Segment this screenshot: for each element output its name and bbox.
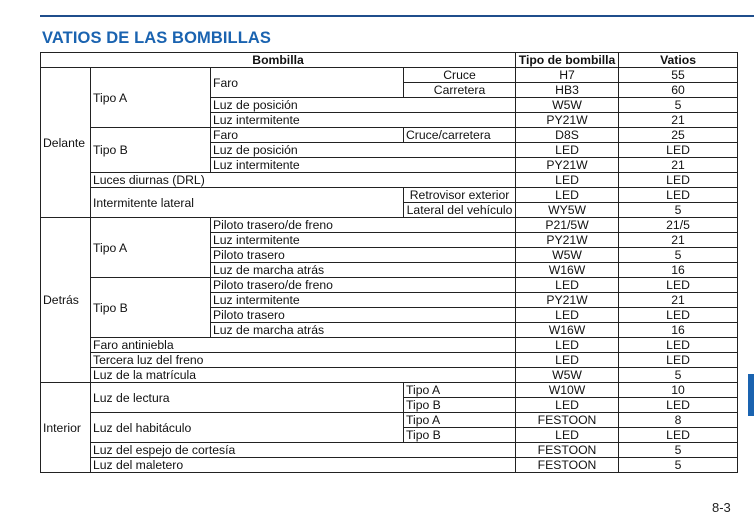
- sub-retrovisor-exterior: Retrovisor exterior: [404, 188, 516, 203]
- wattage: LED: [619, 428, 738, 443]
- table-row: [41, 353, 738, 368]
- item-luz-lectura: Luz de lectura: [91, 383, 404, 413]
- wattage: LED: [619, 338, 738, 353]
- group-tipo-a: Tipo A: [91, 218, 211, 278]
- item-luz-posicion: Luz de posición: [211, 98, 516, 113]
- bulb-type: LED: [516, 278, 619, 293]
- group-tipo-b: Tipo B: [91, 278, 211, 338]
- wattage: LED: [619, 143, 738, 158]
- item-luz-intermitente: Luz intermitente: [211, 233, 516, 248]
- wattage: 25: [619, 128, 738, 143]
- section-detras: Detrás: [41, 218, 91, 383]
- table-row: [41, 218, 738, 233]
- bulb-type: W5W: [516, 368, 619, 383]
- header-vatios: Vatios: [619, 53, 738, 68]
- item-luz-marcha-atras: Luz de marcha atrás: [211, 263, 516, 278]
- sub-tipo-b: Tipo B: [404, 428, 516, 443]
- table-row: [41, 413, 738, 428]
- bulb-type: W5W: [516, 248, 619, 263]
- sub-tipo-a: Tipo A: [404, 383, 516, 398]
- bulb-type: FESTOON: [516, 458, 619, 473]
- wattage: 5: [619, 98, 738, 113]
- item-piloto-trasero-freno: Piloto trasero/de freno: [211, 218, 516, 233]
- bulb-type: P21/5W: [516, 218, 619, 233]
- header-tipo: Tipo de bombilla: [516, 53, 619, 68]
- bulb-type: H7: [516, 68, 619, 83]
- bulb-type: WY5W: [516, 203, 619, 218]
- item-intermitente-lateral: Intermitente lateral: [91, 188, 404, 218]
- item-luz-intermitente: Luz intermitente: [211, 293, 516, 308]
- item-luz-maletero: Luz del maletero: [91, 458, 516, 473]
- table-header-row: [41, 53, 738, 68]
- item-faro: Faro: [211, 68, 404, 98]
- wattage: 16: [619, 263, 738, 278]
- item-faro-antiniebla: Faro antiniebla: [91, 338, 516, 353]
- sub-carretera: Carretera: [404, 83, 516, 98]
- sub-cruce: Cruce: [404, 68, 516, 83]
- wattage: 21/5: [619, 218, 738, 233]
- item-luz-matricula: Luz de la matrícula: [91, 368, 516, 383]
- wattage: 21: [619, 233, 738, 248]
- section-interior: Interior: [41, 383, 91, 473]
- wattage: 60: [619, 83, 738, 98]
- bulb-type: W5W: [516, 98, 619, 113]
- wattage: 21: [619, 113, 738, 128]
- table-row: [41, 368, 738, 383]
- item-piloto-trasero-freno: Piloto trasero/de freno: [211, 278, 516, 293]
- item-luz-espejo-cortesia: Luz del espejo de cortesía: [91, 443, 516, 458]
- wattage: 5: [619, 443, 738, 458]
- bulb-type: FESTOON: [516, 443, 619, 458]
- table-row: [41, 278, 738, 293]
- item-luz-marcha-atras: Luz de marcha atrás: [211, 323, 516, 338]
- bulb-type: LED: [516, 398, 619, 413]
- bulb-type: HB3: [516, 83, 619, 98]
- bulb-type: LED: [516, 338, 619, 353]
- page-number: 8-3: [712, 500, 731, 515]
- wattage: 5: [619, 203, 738, 218]
- group-tipo-b: Tipo B: [91, 128, 211, 173]
- wattage: LED: [619, 308, 738, 323]
- bulb-type: LED: [516, 173, 619, 188]
- bulb-type: W16W: [516, 323, 619, 338]
- wattage: 16: [619, 323, 738, 338]
- table-row: [41, 383, 738, 398]
- table-row: [41, 128, 738, 143]
- bulb-type: PY21W: [516, 233, 619, 248]
- chapter-tab: [748, 374, 754, 416]
- section-delante: Delante: [41, 68, 91, 218]
- wattage: 55: [619, 68, 738, 83]
- bulb-type: W16W: [516, 263, 619, 278]
- sub-cruce-carretera: Cruce/carretera: [404, 128, 516, 143]
- bulb-type: FESTOON: [516, 413, 619, 428]
- wattage: LED: [619, 398, 738, 413]
- bulb-type: PY21W: [516, 113, 619, 128]
- item-piloto-trasero: Piloto trasero: [211, 248, 516, 263]
- item-tercera-luz-freno: Tercera luz del freno: [91, 353, 516, 368]
- group-tipo-a: Tipo A: [91, 68, 211, 128]
- top-rule: [40, 15, 754, 17]
- sub-tipo-a: Tipo A: [404, 413, 516, 428]
- sub-lateral-vehiculo: Lateral del vehículo: [404, 203, 516, 218]
- table-row: [41, 443, 738, 458]
- bulb-type: PY21W: [516, 158, 619, 173]
- wattage: LED: [619, 353, 738, 368]
- wattage: 8: [619, 413, 738, 428]
- bulb-type: LED: [516, 353, 619, 368]
- page-title: VATIOS DE LAS BOMBILLAS: [42, 29, 272, 47]
- table-row: [41, 68, 738, 83]
- item-luces-diurnas: Luces diurnas (DRL): [91, 173, 516, 188]
- sub-tipo-b: Tipo B: [404, 398, 516, 413]
- bulb-type: PY21W: [516, 293, 619, 308]
- table-row: [41, 188, 738, 203]
- wattage: LED: [619, 278, 738, 293]
- item-luz-intermitente: Luz intermitente: [211, 158, 516, 173]
- item-piloto-trasero: Piloto trasero: [211, 308, 516, 323]
- wattage: 5: [619, 458, 738, 473]
- table-row: [41, 338, 738, 353]
- item-luz-intermitente: Luz intermitente: [211, 113, 516, 128]
- bulb-type: LED: [516, 308, 619, 323]
- wattage: 21: [619, 293, 738, 308]
- bulb-type: LED: [516, 428, 619, 443]
- item-luz-habitaculo: Luz del habitáculo: [91, 413, 404, 443]
- header-bombilla: Bombilla: [41, 53, 516, 68]
- item-faro: Faro: [211, 128, 404, 143]
- wattage: 10: [619, 383, 738, 398]
- bulb-type: LED: [516, 143, 619, 158]
- wattage: 21: [619, 158, 738, 173]
- wattage: LED: [619, 173, 738, 188]
- bulb-type: W10W: [516, 383, 619, 398]
- item-luz-posicion: Luz de posición: [211, 143, 516, 158]
- bulb-wattage-table: [40, 52, 738, 473]
- bulb-type: D8S: [516, 128, 619, 143]
- table-row: [41, 173, 738, 188]
- wattage: 5: [619, 368, 738, 383]
- table-row: [41, 458, 738, 473]
- bulb-type: LED: [516, 188, 619, 203]
- wattage: LED: [619, 188, 738, 203]
- wattage: 5: [619, 248, 738, 263]
